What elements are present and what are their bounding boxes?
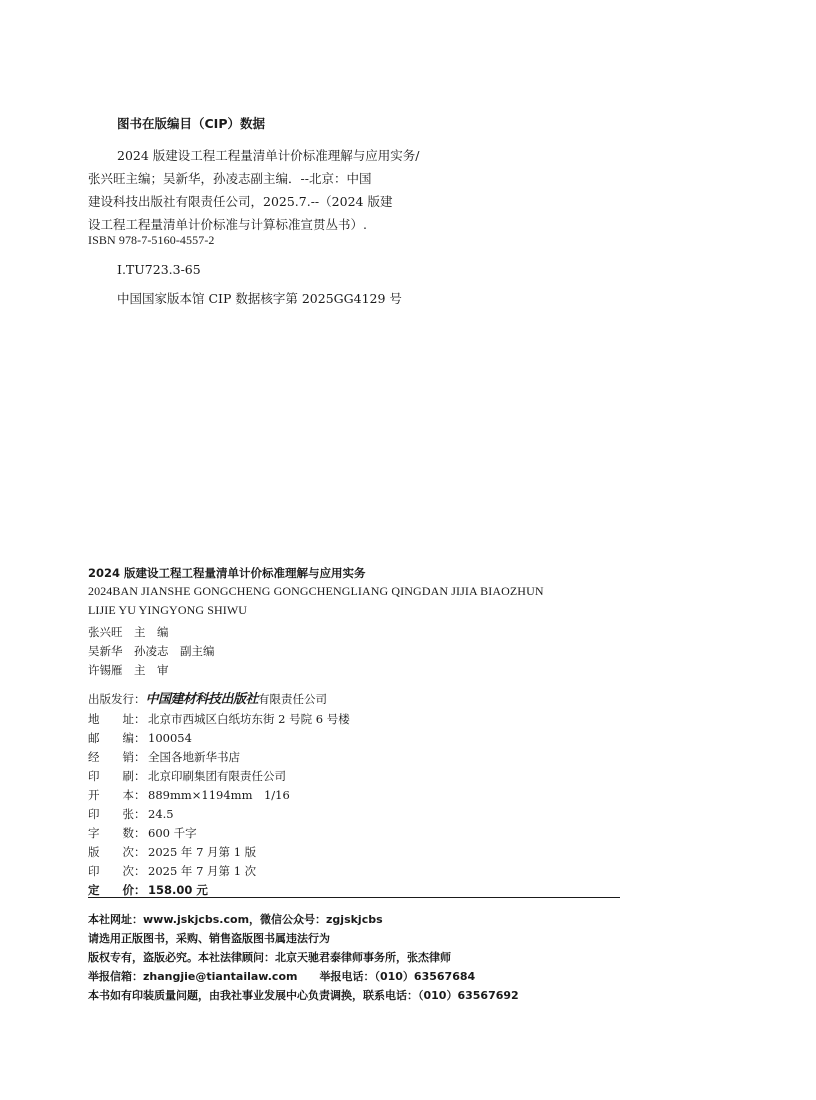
detail-value: 24.5	[148, 807, 174, 821]
detail-label: 印 张：	[88, 807, 146, 821]
detail-label: 开 本：	[88, 788, 146, 802]
detail-distributor	[88, 749, 240, 765]
cip-classification: Ⅰ.TU723.3-65	[117, 262, 201, 277]
detail-value: 北京市西城区白纸坊东街 2 号院 6 号楼	[148, 712, 350, 726]
footer-quality-contact: 本书如有印装质量问题，由我社事业发展中心负责调换，联系电话：（010）63567692	[88, 989, 519, 1002]
detail-label: 地 址：	[88, 712, 146, 726]
detail-value: 600 千字	[148, 826, 197, 840]
cip-record-number: 中国国家版本馆 CIP 数据核字第 2025GG4129 号	[117, 291, 402, 306]
publisher-suffix: 有限责任公司	[258, 692, 328, 706]
detail-label: 定 价：	[88, 883, 146, 897]
detail-edition	[88, 844, 256, 860]
book-title: 2024 版建设工程工程量清单计价标准理解与应用实务	[88, 566, 366, 580]
vice-editor-credit: 吴新华 孙凌志 副主编	[88, 644, 215, 658]
detail-printing	[88, 863, 256, 879]
detail-value: 全国各地新华书店	[148, 750, 240, 764]
footer-piracy-notice: 请选用正版图书，采购、销售盗版图书属违法行为	[88, 932, 330, 945]
detail-sheets	[88, 806, 174, 822]
detail-value: 100054	[148, 731, 192, 745]
detail-postcode	[88, 730, 192, 746]
book-title-pinyin-line-2: LIJIE YU YINGYONG SHIWU	[88, 603, 248, 617]
footer-report-contact: 举报信箱：zhangjie@tiantailaw.com 举报电话：（010）63567684	[88, 970, 476, 983]
editor-credit: 张兴旺 主 编	[88, 625, 169, 639]
detail-label: 邮 编：	[88, 731, 146, 745]
cip-line: 设工程工程量清单计价标准与计算标准宣贯丛书）.	[88, 217, 367, 232]
divider	[88, 897, 620, 898]
detail-label: 经 销：	[88, 750, 146, 764]
publisher-line	[88, 688, 327, 707]
detail-value: 2025 年 7 月第 1 次	[148, 864, 257, 878]
publisher-logo: 中国建材科技出版社	[145, 692, 259, 707]
detail-word-count	[88, 825, 197, 841]
detail-format	[88, 787, 290, 803]
footer-website: 本社网址：www.jskjcbs.com，微信公众号：zgjskjcbs	[88, 913, 383, 926]
detail-value: 北京印刷集团有限责任公司	[148, 769, 286, 783]
cip-heading: 图书在版编目（CIP）数据	[117, 116, 265, 131]
detail-printer	[88, 768, 286, 784]
detail-label: 版 次：	[88, 845, 146, 859]
detail-address	[88, 711, 350, 727]
publisher-label: 出版发行：	[88, 692, 146, 706]
detail-value: 2025 年 7 月第 1 版	[148, 845, 257, 859]
book-title-pinyin-line-1: 2024BAN JIANSHE GONGCHENG GONGCHENGLIANG QINGDAN JIJIA BIAOZHUN	[88, 584, 544, 598]
detail-value: 158.00 元	[148, 883, 208, 897]
cip-isbn: ISBN 978-7-5160-4557-2	[88, 233, 215, 247]
footer-copyright: 版权专有，盗版必究。本社法律顾问：北京天驰君泰律师事务所，张杰律师	[88, 951, 451, 964]
reviewer-credit: 许锡雁 主 审	[88, 663, 169, 677]
detail-price	[88, 882, 208, 898]
detail-value: 889mm×1194mm 1/16	[148, 788, 290, 802]
cip-line: 2024 版建设工程工程量清单计价标准理解与应用实务/	[117, 148, 420, 163]
detail-label: 印 次：	[88, 864, 146, 878]
detail-label: 印 刷：	[88, 769, 146, 783]
detail-label: 字 数：	[88, 826, 146, 840]
cip-line: 建设科技出版社有限责任公司，2025.7.--（2024 版建	[88, 194, 393, 209]
cip-line: 张兴旺主编；吴新华，孙凌志副主编．--北京：中国	[88, 171, 372, 186]
